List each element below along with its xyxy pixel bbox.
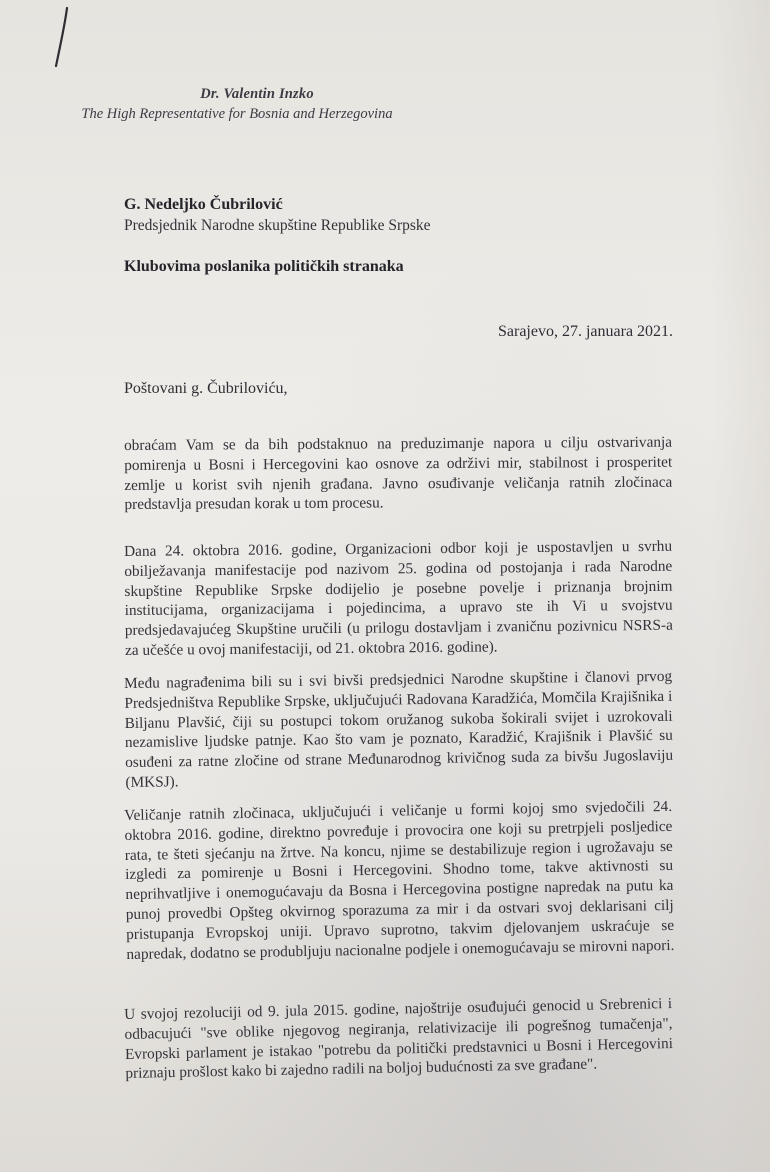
salutation: Poštovani g. Čubriloviću, bbox=[124, 380, 288, 397]
clubs-addressee: Klubovima poslanika političkih stranaka bbox=[124, 258, 404, 275]
handwritten-pen-mark bbox=[52, 6, 72, 68]
page-shadow bbox=[710, 0, 770, 1172]
sender-block bbox=[72, 86, 402, 123]
body-paragraph: obraćam Vam se da bih podstaknuo na preduzimanje napora u cilju ostvarivanja pomirenja u Bosni i Hercegovini kao osnove za održivi mir, stabilnost i prosperitet zemlje u korist svih njenih građana. Javno osuđivanje veličanja ratnih zločinaca predstavlja presudan korak u tom procesu. bbox=[124, 433, 673, 514]
sender-name: Dr. Valentin Inzko bbox=[200, 86, 314, 102]
recipient-name: G. Nedeljko Čubrilović bbox=[124, 196, 283, 213]
place-date: Sarajevo, 27. januara 2021. bbox=[498, 323, 674, 340]
body-paragraph: Veličanje ratnih zločinaca, uključujući i veličanje u formi kojoj smo svjedočili 24. oktobra 2016. godine, direktno povređuje i provocira one koji su pretrpjeli posljedice rata, te šteti sjećanju na žrtve. Na koncu, njime se destabilizuje region i ugrožavaju se izgledi za pomirenje u Bosni i Hercegovini. Shodno tome, takve aktivnosti su neprihvatljive i onemogućavaju da Bosna i Hercegovina postigne napredak na putu ka punoj provedbi Opšteg okvirnog sporazuma za mir i da ostvari svoj deklarisani cilj pristupanja Evropskoj uniji. Upravo suprotno, takvim djelovanjem uskraćuje se napredak, dodatno se produbljuju nacionalne podjele i onemogućavaju se mirovni napori. bbox=[124, 797, 675, 963]
recipient-role: Predsjednik Narodne skupštine Republike Srpske bbox=[124, 217, 431, 234]
body-paragraph: Među nagrađenima bili su i svi bivši predsjednici Narodne skupštine i članovi prvog Predsjedništva Republike Srpske, uključujući Radovana Karadžića, Momčila Krajišnika i Biljanu Plavšić, čiji su postupci tokom oružanog sukoba šokirali svijet i uzrokovali nezamislive ljudske patnje. Kao što vam je poznato, Karadžić, Krajišnik i Plavšić su osuđeni za ratne zločine od strane Međunarodnog krivičnog suda za bivšu Jugoslaviju (MKSJ). bbox=[124, 667, 674, 791]
sender-title: The High Representative for Bosnia and Herzegovina bbox=[81, 106, 393, 122]
recipient-block bbox=[124, 196, 431, 235]
body-paragraph: Dana 24. oktobra 2016. godine, Organizacioni odbor koji je uspostavljen u svrhu obilježavanja manifestacije pod nazivom 25. godina od postojanja i rada Narodne skupštine Republike Srpske dodijelio je posebne povelje i priznanja brojnim institucijama, organizacijama i pojedincima, a upravo ste ih Vi u svojstvu predsjedavajućeg Skupštine uručili (u prilogu dostavljam i zvaničnu pozivnicu NSRS-a za učešće u ovoj manifestaciji, od 21. oktobra 2016. godine). bbox=[124, 537, 673, 659]
body-paragraph: U svojoj rezoluciji od 9. jula 2015. godine, najoštrije osuđujući genocid u Srebrenici i odbacujući "sve oblike njegovog negiranja, relativizacije ili pogrešnog tumačenja", Evropski parlament je istakao "potrebu da politički predstavnici u Bosni i Hercegovini priznaju prošlost kako bi zajedno radili na boljoj budućnosti za sve građane". bbox=[124, 995, 674, 1083]
